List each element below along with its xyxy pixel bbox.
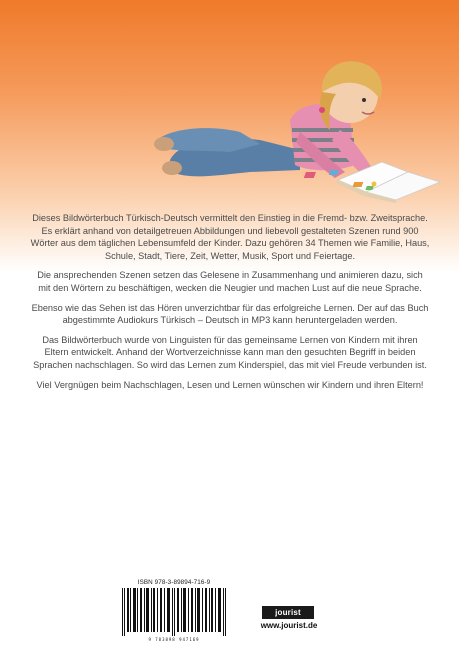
barcode-digits: 9 783898 947169 (148, 637, 200, 642)
isbn-number: ISBN 978-3-89894-716-9 (137, 579, 211, 586)
description-paragraph: Die ansprechenden Szenen setzen das Gelesene in Zusammenhang und animieren dazu, sich mit den Wörtern zu beschäftigen, wecken die Neugier und machen Lust auf die neue Sprache. (37, 270, 423, 293)
description-paragraph: Dieses Bildwörterbuch Türkisch-Deutsch vermittelt den Einstieg in die Fremd- bzw. Zweitsprache. Es erklärt anhand von detailgetreuen Abbildungen und liebevoll gestalteten Szenen rund 900 Wörter aus dem täglichen Lebensumfeld der Kinder. Dazu gehören 34 Themen wie Familie, Haus, Schule, Stadt, Tiere, Zeit, Wetter, Musik, Sport und Feiertage. (30, 213, 430, 261)
description-paragraph: Ebenso wie das Sehen ist das Hören unverzichtbar für das erfolgreiche Lernen. Der auf das Buch abgestimmte Audiokurs Türkisch – Deutsch in MP3 kann heruntergeladen werden. (31, 302, 429, 326)
publisher-logo: jourist (262, 606, 314, 619)
description-text (30, 212, 430, 398)
barcode-icon (118, 588, 230, 636)
description-paragraph: Das Bildwörterbuch wurde von Linguisten für das gemeinsame Lernen von Kindern mit ihren Eltern entwickelt. Anhand der Wortverzeichnisse kann man den gesuchten Begriff in beiden Sprachen nachschlagen. So wird das Lernen zum Kinderspiel, das mit viel Freude verbunden ist. (33, 334, 427, 370)
website-url[interactable]: www.jourist.de (260, 621, 318, 630)
girl-reading-book-illustration (150, 40, 450, 210)
description-paragraph: Viel Vergnügen beim Nachschlagen, Lesen und Lernen wünschen wir Kindern und ihren Eltern! (36, 379, 424, 390)
